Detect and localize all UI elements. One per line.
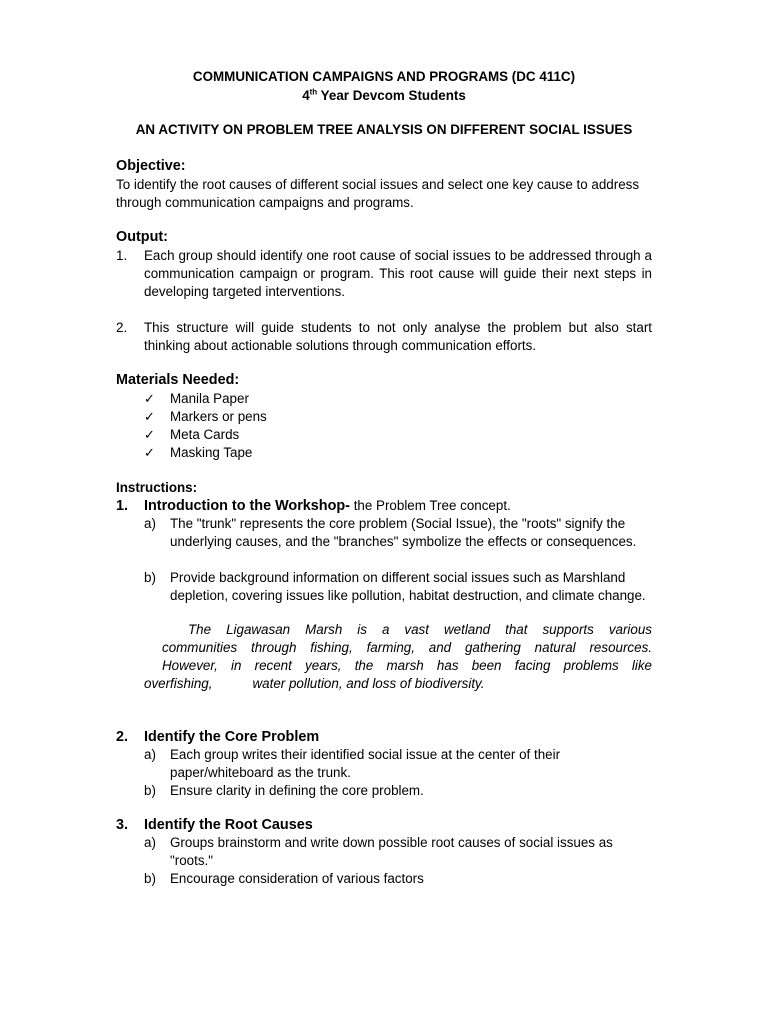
quote-line: The Ligawasan Marsh is a vast wetland that supports various xyxy=(188,622,652,637)
sub-item-text: Each group writes their identified social issue at the center of their paper/whiteboard as the trunk. xyxy=(170,747,561,780)
sub-item-text: Groups brainstorm and write down possible root causes of social issues as "roots." xyxy=(170,835,613,868)
sub-item-text: The "trunk" represents the core problem (Social Issue), the "roots" signify the underlying causes, and the "branches" symbolize the effects or consequences. xyxy=(170,516,637,549)
sub-item-text: Encourage consideration of various factors xyxy=(170,871,424,886)
output-item-text: This structure will guide students to not only analyse the problem but also start thinking about actionable solutions through communication efforts. xyxy=(144,320,652,353)
section-sublist xyxy=(116,515,652,605)
quote-line-part: water pollution, and loss of biodiversity. xyxy=(252,676,485,691)
materials-heading: Materials Needed: xyxy=(116,372,240,388)
instruction-section xyxy=(116,816,652,834)
section-number: 3. xyxy=(116,817,129,833)
sub-item xyxy=(116,870,652,888)
quote-line: communities through fishing, farming, and gathering natural resources. xyxy=(162,640,652,655)
materials-item xyxy=(116,408,652,426)
objective-heading: Objective: xyxy=(116,158,186,174)
section-sublist xyxy=(116,746,652,800)
sub-item-letter: a) xyxy=(144,516,156,531)
year-suffix: th xyxy=(309,87,318,97)
section-title: Identify the Core Problem xyxy=(144,729,320,745)
sub-item-letter: b) xyxy=(144,570,156,585)
instruction-section xyxy=(116,728,652,746)
document-page xyxy=(116,68,652,888)
checkmark-icon: ✓ xyxy=(144,391,155,406)
checkmark-icon: ✓ xyxy=(144,445,155,460)
audience-line xyxy=(116,86,652,105)
materials-item xyxy=(116,426,652,444)
section-number: 1. xyxy=(116,498,129,514)
checkmark-icon: ✓ xyxy=(144,427,155,442)
section-title-row xyxy=(116,497,652,515)
sub-item xyxy=(116,782,652,800)
sub-item xyxy=(116,569,652,605)
materials-item-label: Manila Paper xyxy=(170,391,249,406)
course-title: COMMUNICATION CAMPAIGNS AND PROGRAMS (DC 411C) xyxy=(192,69,576,84)
output-item-number: 2. xyxy=(116,320,128,335)
instruction-section xyxy=(116,497,652,515)
output-item-number: 1. xyxy=(116,248,128,263)
output-list xyxy=(116,247,652,355)
section-sublist xyxy=(116,834,652,888)
section-number: 2. xyxy=(116,729,129,745)
section-title: Introduction to the Workshop- xyxy=(144,498,350,514)
section-title-row xyxy=(116,816,652,834)
section-title-rest: the Problem Tree concept. xyxy=(349,498,511,513)
objective-text: To identify the root causes of different social issues and select one key cause to address through communication campaigns and programs. xyxy=(116,177,640,210)
activity-title: AN ACTIVITY ON PROBLEM TREE ANALYSIS ON DIFFERENT SOCIAL ISSUES xyxy=(135,122,633,137)
materials-item-label: Markers or pens xyxy=(170,409,267,424)
checkmark-icon: ✓ xyxy=(144,409,155,424)
sub-item-letter: b) xyxy=(144,871,156,886)
instructions-heading: Instructions: xyxy=(116,480,198,495)
output-item xyxy=(116,319,652,355)
marsh-quote xyxy=(144,621,652,693)
sub-item xyxy=(116,834,652,870)
quote-line xyxy=(144,675,652,693)
output-item-text: Each group should identify one root cause of social issues to be addressed through a communication campaign or program. This root cause will guide their next steps in developing targeted interventions. xyxy=(144,248,652,299)
materials-item-label: Meta Cards xyxy=(170,427,240,442)
sub-item xyxy=(116,515,652,551)
section-title-row xyxy=(116,728,652,746)
sub-item-text: Provide background information on different social issues such as Marshland depletion, covering issues like pollution, habitat destruction, and climate change. xyxy=(170,570,646,603)
materials-item-label: Masking Tape xyxy=(170,445,253,460)
section-title: Identify the Root Causes xyxy=(144,817,313,833)
quote-line-part: overfishing, xyxy=(144,676,213,691)
sub-item-letter: a) xyxy=(144,747,156,762)
materials-item xyxy=(116,390,652,408)
output-item xyxy=(116,247,652,301)
year-rest: Year Devcom Students xyxy=(317,88,466,103)
year-number: 4 xyxy=(302,88,310,103)
sub-item-text: Ensure clarity in defining the core problem. xyxy=(170,783,424,798)
quote-line: However, in recent years, the marsh has been facing problems like xyxy=(162,658,652,673)
sub-item xyxy=(116,746,652,782)
materials-item xyxy=(116,444,652,462)
list-spacer xyxy=(116,551,652,569)
sub-item-letter: b) xyxy=(144,783,156,798)
output-heading: Output: xyxy=(116,229,168,245)
sub-item-letter: a) xyxy=(144,835,156,850)
list-spacer xyxy=(116,301,652,319)
materials-list xyxy=(116,390,652,462)
